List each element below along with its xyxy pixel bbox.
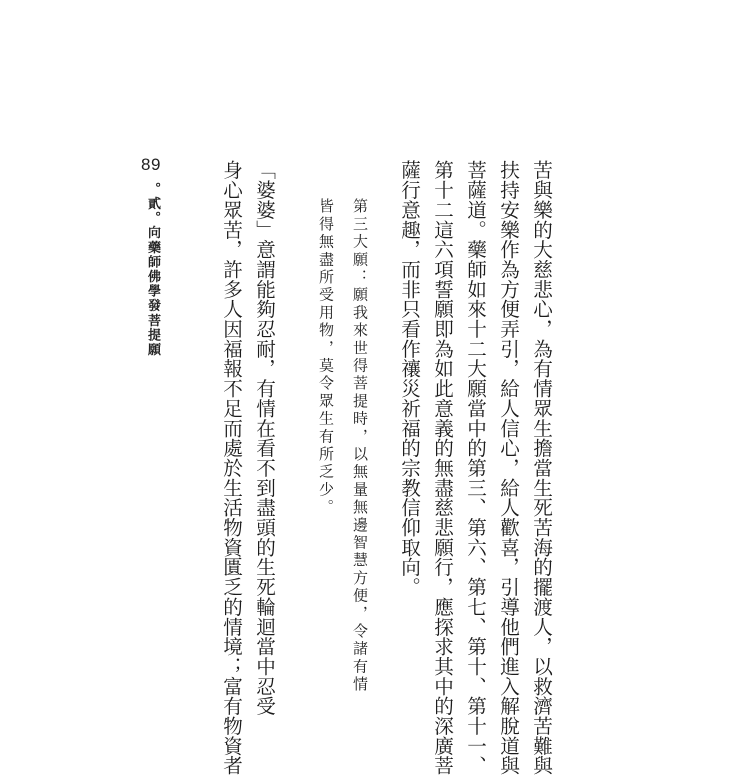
page-number: 89 xyxy=(141,155,161,174)
paragraph-1-column-2: 扶持安樂作為方便弄引，給人信心，給人歡喜，引導他們進入解脫道與 xyxy=(496,160,520,775)
paragraph-1-column-5: 薩行意趣，而非只看作禳災祈福的宗教信仰取向。 xyxy=(397,160,421,597)
vow-quote-column-2: 皆得無盡所受用物，莫令眾生有所乏少。 xyxy=(317,198,335,517)
vow-quote-column-1: 第三大願：願我來世得菩提時，以無量無邊智慧方便，令諸有情 xyxy=(351,198,369,694)
paragraph-1-column-3: 菩薩道。藥師如來十二大願當中的第三、第六、第七、第十、第十一、 xyxy=(463,160,487,775)
chapter-title: 。貳。向藥師佛學發菩提願 xyxy=(145,182,160,358)
paragraph-2-column-2: 身心眾苦，許多人因福報不足而處於生活物資匱乏的情境；富有物資者 xyxy=(219,160,243,775)
paragraph-1-column-4: 第十二這六項誓願即為如此意義的無盡慈悲願行，應探求其中的深廣菩 xyxy=(430,160,454,775)
paragraph-1-column-1: 苦與樂的大慈悲心，為有情眾生擔當生死苦海的擺渡人，以救濟苦難與 xyxy=(529,160,553,775)
paragraph-2-column-1: 「婆婆」意謂能夠忍耐，有情在看不到盡頭的生死輪迴當中忍受 xyxy=(252,160,276,716)
